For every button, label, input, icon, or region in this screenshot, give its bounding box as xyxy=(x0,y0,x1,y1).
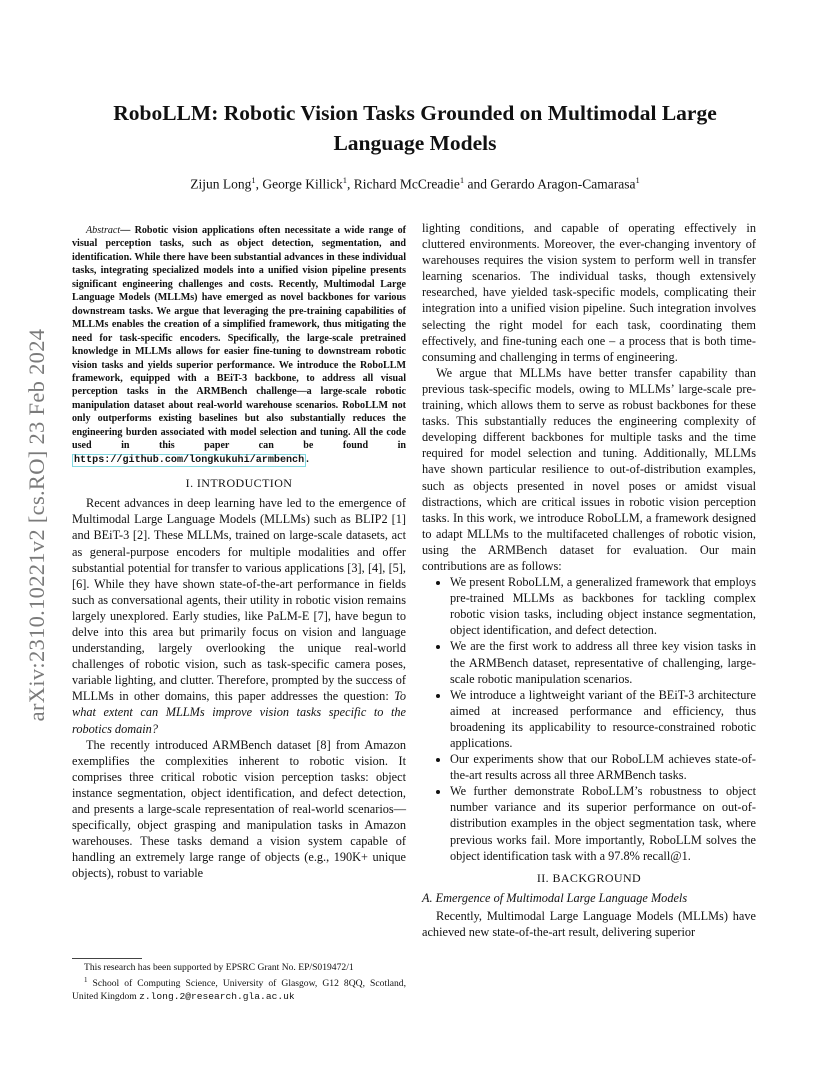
author-email[interactable]: z.long.2@research.gla.ac.uk xyxy=(139,991,295,1002)
code-link[interactable]: https://github.com/longkukuhi/armbench xyxy=(74,454,305,466)
intro-paragraph-3: We argue that MLLMs have better transfer capability than previous task-specific models, owing to MLLMs’ large-scale pre-training, which allows them to serve as robust backbones for these tasks. This substantially reduces the engineering complexity of developing different backbones for multiple tasks and the time required for model selection and tuning. Additionally, MLLMs have shown particular resilience to out-of-distribution examples, such as objects presented in novel poses or amidst visual distractions, which are critical issues in robotic vision perception tasks. In this work, we introduce RoboLLM, a framework designed to adapt MLLMs to the multifaceted challenges of robotic vision, using the ARMBench dataset for evaluation. Our main contributions are as follows: xyxy=(422,365,756,573)
list-item: • We introduce a lightweight variant of the BEiT-3 architecture aimed at increased performance and efficiency, thus broadening its applicability to resource-constrained robotic applications. xyxy=(450,687,756,751)
abstract-label: Abstract xyxy=(86,225,121,236)
affiliation-mark: 1 xyxy=(635,175,640,185)
intro-paragraph-1 xyxy=(72,495,406,736)
subsection-heading: A. Emergence of Multimodal Large Language Models xyxy=(422,890,688,905)
abstract-text: — Robotic vision applications often necessitate a wide range of visual perception tasks, such as object detection, segmentation, and identification. While there have been substantial advances in these individual tasks, integrating specialized models into a unified vision pipeline presents significant engineering challenges and costs. Recently, Multimodal Large Language Models (MLLMs) have emerged as novel backbones for various downstream tasks. We argue that leveraging the pre-training capabilities of MLLMs enables the creation of a simplified framework, thus mitigating the need for task-specific encoders. Specifically, the large-scale pretrained knowledge in MLLMs allows for easier fine-tuning to downstream robotic vision tasks and yields superior performance. We introduce the RoboLLM framework, equipped with a BEiT-3 backbone, to address all visual perception tasks in the ARMBench challenge—a large-scale robotic manipulation dataset about real-world warehouse scenarios. RoboLLM not only outperforms existing baselines but also substantially reduces the engineering burden associated with model selection and tuning. All the code used in this paper can be found in xyxy=(72,225,406,452)
abstract-end: . xyxy=(306,453,309,465)
list-item: • We further demonstrate RoboLLM’s robustness to object number variance and its superior performance on out-of-distribution examples in the object segmentation task, where previous works fail. More importantly, RoboLLM solves the object identification task with a 97.8% recall@1. xyxy=(450,783,756,863)
footnote xyxy=(72,962,406,1003)
paper-title: RoboLLM: Robotic Vision Tasks Grounded on Multimodal Large Language Models xyxy=(113,101,717,155)
right-column xyxy=(422,220,756,940)
author-name: Richard McCreadie xyxy=(353,176,460,192)
intro-paragraph-2-continued: lighting conditions, and capable of operating effectively in cluttered environments. Moreover, the ever-changing inventory of warehouses requires the vision system to perform well in transfer learning scenarios. The individual tasks, though extensively researched, have yielded task-specific models, complicating their integration into a unified vision pipeline. Such integration involves selecting the right model for each task, coordinating them effectively, and fine-tuning each one – a process that is both time-consuming and challenging in terms of engineering. xyxy=(422,221,756,364)
left-column xyxy=(72,224,406,882)
arxiv-sidebar xyxy=(22,290,52,760)
section-heading-introduction: I. INTRODUCTION xyxy=(185,476,293,491)
section-heading-background: II. BACKGROUND xyxy=(536,870,642,885)
list-item: • We present RoboLLM, a generalized framework that employs pre-trained MLLMs as backbones for tackling complex robotic vision tasks, including object instance segmentation, object identification, and defect detection. xyxy=(450,574,756,638)
author-list: Zijun Long$^1$, George Killick$^1$, Richard McCreadie$^1$ and Gerardo Aragon-Camarasa$^1$ xyxy=(190,175,640,192)
author-name: Zijun Long xyxy=(190,176,252,192)
affiliation-note xyxy=(72,974,406,1003)
affiliation-mark: 1 xyxy=(342,175,348,185)
intro-paragraph-2: The recently introduced ARMBench dataset [8] from Amazon exemplifies the complexities inherent to robotic vision. It comprises three critical robotic vision perception tasks: object instance segmentation, object identification, and defect detection, and presents a large-scale representation of real-world scenarios—specifically, object grasping and manipulation tasks in Amazon warehouses. These tasks demand a vision system capable of handling an extremely large range of objects (e.g., 190K+ unique objects), robust to variable xyxy=(72,737,406,881)
list-item: • We are the first work to address all three key vision tasks in the ARMBench dataset, representative of challenging, large-scale robotic manipulation scenarios. xyxy=(450,638,756,686)
affiliation-mark: 1 xyxy=(459,175,465,185)
affiliation-mark: 1 xyxy=(251,175,256,185)
contributions-list xyxy=(422,574,756,864)
intro-p1-text: Recent advances in deep learning have led to the emergence of Multimodal Large Language Models (MLLMs) such as BLIP2 [1] and BEiT-3 [2]. These MLLMs, trained on large-scale datasets, act as general-purpose encoders for multiple modalities and offer substantial potential for transfer to various applications [3], [4], [5], [6]. While they have shown state-of-the-art performance in fields such as conversational agents, their utility in robotic vision remains largely unexplored. Early studies, like PaLM-E [7], have begun to delve into this area but primarily focus on vision and language understanding, largely overlooking the unique real-world challenges of robotic vision, such as task-specific camera poses, variable lighting, and clutter. Therefore, prompted by the success of MLLMs in other domains, this paper addresses the question: xyxy=(72,496,406,704)
arxiv-identifier: arXiv:2310.10221v2 [cs.RO] 23 Feb 2024 xyxy=(24,328,49,722)
funding-note: This research has been supported by EPSRC Grant No. EP/S019472/1 xyxy=(84,962,354,973)
affiliation-mark: 1 xyxy=(84,976,88,985)
abstract xyxy=(72,224,406,467)
author-name: George Killick xyxy=(262,176,343,192)
background-paragraph-1: Recently, Multimodal Large Language Models (MLLMs) have achieved new state-of-the-art result, delivering superior xyxy=(422,908,756,940)
affiliation-text: School of Computing Science, University of Glasgow, G12 8QQ, Scotland, United Kingdom xyxy=(72,978,406,1002)
author-name: Gerardo Aragon-Camarasa xyxy=(490,176,636,192)
list-item: • Our experiments show that our RoboLLM achieves state-of-the-art results across all three ARMBench tasks. xyxy=(450,751,756,783)
research-question: To what extent can MLLMs improve vision tasks specific to the robotics domain? xyxy=(72,689,406,736)
footnote-divider xyxy=(72,958,142,959)
